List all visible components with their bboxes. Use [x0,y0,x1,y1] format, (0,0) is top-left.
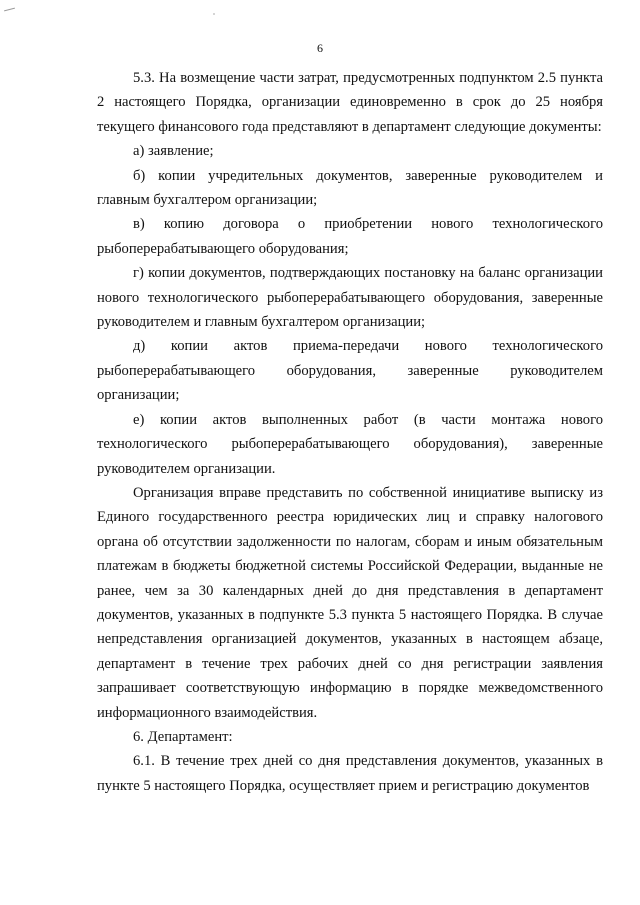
list-item-g: г) копии документов, подтверждающих постановку на баланс организации нового технологического рыбоперерабатывающего оборудования, заверенные руководителем и главным бухгалтером организации; [97,265,603,331]
paragraph-5-3: 5.3. На возмещение части затрат, предусмотренных подпунктом 2.5 пункта 2 настоящего Порядка, организации единовременно в срок до 25 ноября текущего финансового года представляют в департамент следующие документы: [97,70,603,135]
scan-dot [213,13,215,15]
list-item-v: в) копию договора о приобретении нового технологического рыбоперерабатывающего оборудования; [97,216,603,257]
list-item-e: е) копии актов выполненных работ (в части монтажа нового технологического рыбоперерабатывающего оборудования), заверенные руководителем организации. [97,411,603,477]
paragraph-initiative: Организация вправе представить по собственной инициативе выписку из Единого государственного реестра юридических лиц и справку налогового органа об отсутствии задолженности по налогам, сборам и иным обязательным платежам в бюджеты бюджетной системы Российской Федерации, выданные не ранее, чем за 30 календарных дней до дня представления в департамент документов, указанных в подпункте 5.3 пункта 5 настоящего Порядка. В случае непредставления организацией документов, указанных в настоящем абзаце, департамент в течение трех рабочих дней со дня регистрации заявления запрашивает соответствующую информацию в порядке межведомственного информационного взаимодействия. [97,484,603,721]
section-6-heading: 6. Департамент: [133,728,233,745]
page-number: 6 [317,41,323,55]
paragraph-6-1: 6.1. В течение трех дней со дня представления документов, указанных в пункте 5 настоящего Порядка, осуществляет прием и регистрацию документов [97,753,603,794]
document-body [97,66,603,798]
list-item-b: б) копии учредительных документов, заверенные руководителем и главным бухгалтером организации; [97,167,603,209]
list-item-d: д) копии актов приема-передачи нового технологического рыбоперерабатывающего оборудования, заверенные руководителем организации; [97,338,603,404]
scan-mark [4,8,15,12]
list-item-a: а) заявление; [133,143,214,160]
